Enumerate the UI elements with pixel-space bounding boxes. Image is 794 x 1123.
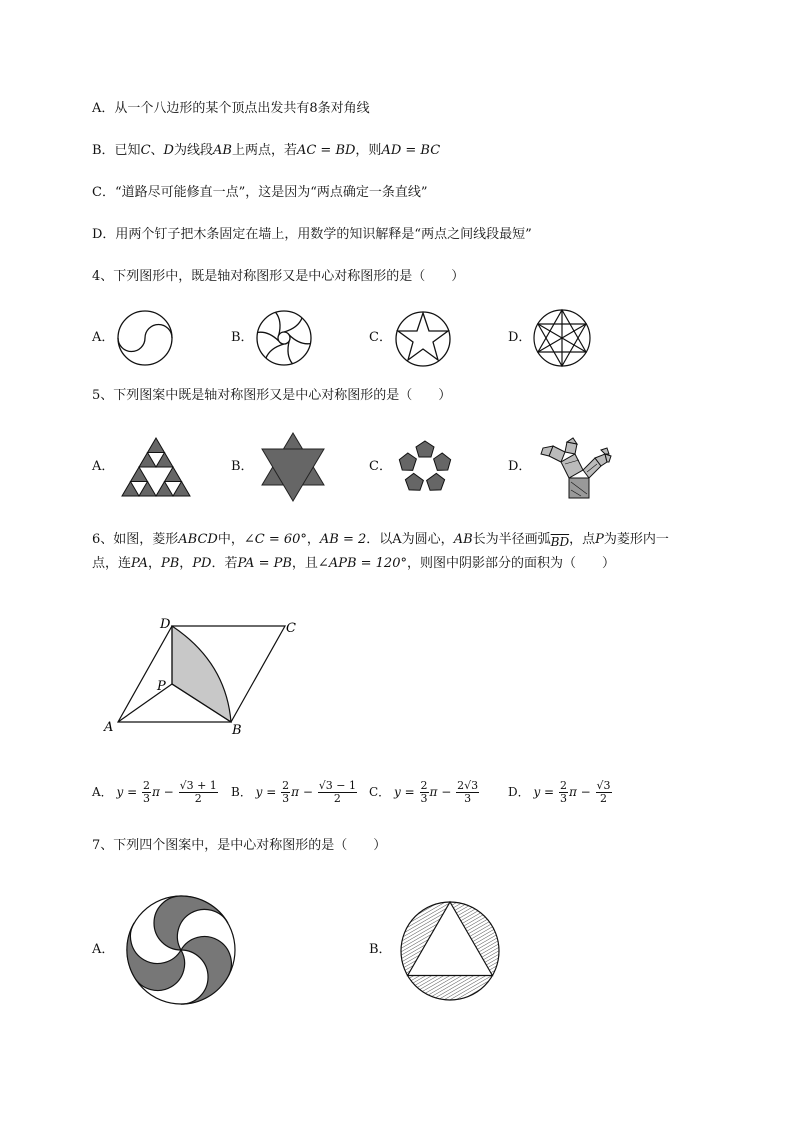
q6-angle-apb: ∠APB = 120° — [317, 556, 407, 571]
q4-label-b: B． — [231, 330, 254, 345]
q5-label-d: D． — [508, 459, 532, 474]
fraction — [142, 780, 151, 805]
q6-pd: PD — [192, 556, 212, 571]
denominator: 2 — [333, 792, 341, 805]
q6-text: 6、如图，菱形 — [92, 532, 179, 547]
denominator: 3 — [420, 792, 428, 805]
q6-text: ．以A为圆心， — [366, 532, 454, 547]
q6-label-a: A — [104, 720, 114, 735]
q7-label-a: A． — [92, 942, 115, 957]
q4-label-a: A． — [92, 330, 115, 345]
q4-label-c: C． — [369, 330, 392, 345]
q3-option-c: C．“道路尽可能修直一点”，这是因为“两点确定一条直线” — [92, 185, 428, 200]
q5-figure-d-pythagoras-tree — [535, 434, 617, 502]
answer-label: B． — [231, 785, 252, 799]
denominator: 2 — [194, 792, 202, 805]
q7-figure-a-triskele — [124, 893, 238, 1007]
answer-label: D． — [508, 785, 530, 799]
q3-b-c: C — [140, 143, 151, 158]
q6-rhombus-name: ABCD — [178, 532, 218, 547]
answer-lhs: y = — [394, 785, 415, 799]
q4-stem: 4、下列图形中，既是轴对称图形又是中心对称图形的是（ ） — [92, 269, 465, 284]
numerator: √3 + 1 — [179, 779, 217, 792]
numerator: 2√3 — [457, 779, 479, 792]
fraction — [179, 780, 218, 805]
q3-b-mid2: 上两点，若 — [231, 143, 297, 158]
pi-symbol: π − — [151, 785, 174, 799]
q6-arc-bd: $\overline{BD}$ — [550, 535, 570, 549]
fraction — [456, 780, 479, 805]
q6-line1 — [92, 529, 669, 550]
numerator: 2 — [420, 779, 428, 792]
q3-b-mid3: ，则 — [355, 143, 382, 158]
q3-b-d: D — [163, 143, 174, 158]
pi-symbol: π − — [568, 785, 591, 799]
q6-answer-b — [231, 780, 358, 805]
q3-option-b — [92, 141, 440, 161]
q6-text: ， — [179, 556, 193, 571]
fraction — [559, 780, 568, 805]
q3-b-eq1: AC = BD — [296, 143, 356, 158]
fraction — [596, 780, 612, 805]
denominator: 3 — [282, 792, 290, 805]
q6-label-d: D — [160, 617, 171, 632]
q5-figure-b-hexagram — [258, 430, 328, 504]
q4-figure-d-flower — [531, 307, 595, 371]
q3-b-pre: B．已知 — [92, 143, 141, 158]
q5-figure-a-sierpinski — [120, 436, 192, 498]
q6-rhombus-diagram — [100, 612, 310, 742]
q6-answer-d — [508, 780, 613, 805]
q6-text: ， — [306, 532, 320, 547]
q6-pb: PB — [160, 556, 180, 571]
answer-lhs: y = — [533, 785, 555, 799]
denominator: 3 — [464, 792, 472, 805]
numerator: 2 — [142, 779, 150, 792]
q6-ab: AB — [453, 532, 473, 547]
q6-label-p: P — [157, 679, 166, 694]
numerator: 2 — [282, 779, 290, 792]
q6-text: 点，连 — [92, 556, 132, 571]
denominator: 3 — [142, 792, 150, 805]
answer-label: C． — [369, 785, 391, 799]
q6-text: ．若 — [211, 556, 238, 571]
q7-figure-b-triangle-circle — [398, 899, 502, 1003]
pi-symbol: π − — [429, 785, 452, 799]
denominator: 2 — [600, 792, 608, 805]
q4-figure-c-star — [393, 308, 455, 370]
numerator: √3 — [596, 779, 611, 792]
q7-stem: 7、下列四个图案中，是中心对称图形的是（ ） — [92, 838, 387, 853]
q3-b-ab: AB — [212, 143, 232, 158]
fraction — [281, 780, 290, 805]
q5-label-c: C． — [369, 459, 392, 474]
q3-b-sep: 、 — [150, 143, 164, 158]
numerator: √3 − 1 — [318, 779, 356, 792]
q6-pa-eq-pb: PA = PB — [237, 556, 292, 571]
q6-label-b: B — [232, 723, 242, 738]
q6-answer-c — [369, 780, 480, 805]
q6-pa: PA — [131, 556, 148, 571]
q3-b-eq2: AD = BC — [381, 143, 441, 158]
q5-stem: 5、下列图案中既是轴对称图形又是中心对称图形的是（ ） — [92, 388, 452, 403]
q4-label-d: D． — [508, 330, 532, 345]
q5-figure-c-pentagons — [393, 438, 457, 498]
q6-line2 — [92, 554, 615, 574]
q6-point-p: P — [595, 532, 604, 547]
q6-text: 长为半径画弧 — [472, 532, 551, 547]
q3-option-d: D．用两个钉子把木条固定在墙上，用数学的知识解释是“两点之间线段最短” — [92, 227, 532, 242]
q6-text: ，且 — [291, 556, 318, 571]
q6-text: ， — [147, 556, 161, 571]
q6-ab-length: AB = 2 — [319, 532, 367, 547]
q3-b-mid: 为线段 — [173, 143, 213, 158]
q5-label-a: A． — [92, 459, 115, 474]
q6-label-c: C — [286, 621, 296, 636]
q4-figure-a-yinyang — [115, 309, 177, 369]
fraction — [420, 780, 429, 805]
fraction — [318, 780, 357, 805]
answer-label: A． — [92, 785, 113, 799]
answer-lhs: y = — [255, 785, 277, 799]
numerator: 2 — [559, 779, 567, 792]
q6-text: 为菱形内一 — [603, 532, 669, 547]
q6-text: ，则图中阴影部分的面积为（ ） — [406, 556, 615, 571]
q6-angle-c: ∠C = 60° — [243, 532, 307, 547]
q7-label-b: B． — [369, 942, 392, 957]
answer-lhs: y = — [116, 785, 138, 799]
pi-symbol: π − — [291, 785, 313, 799]
q6-answer-a — [92, 780, 219, 805]
q6-text: 中， — [217, 532, 244, 547]
q3-option-a: A．从一个八边形的某个顶点出发共有8条对角线 — [92, 101, 370, 116]
denominator: 3 — [559, 792, 567, 805]
q5-label-b: B． — [231, 459, 254, 474]
q4-figure-b-swirl — [254, 308, 316, 370]
q6-text: ，点 — [569, 532, 596, 547]
